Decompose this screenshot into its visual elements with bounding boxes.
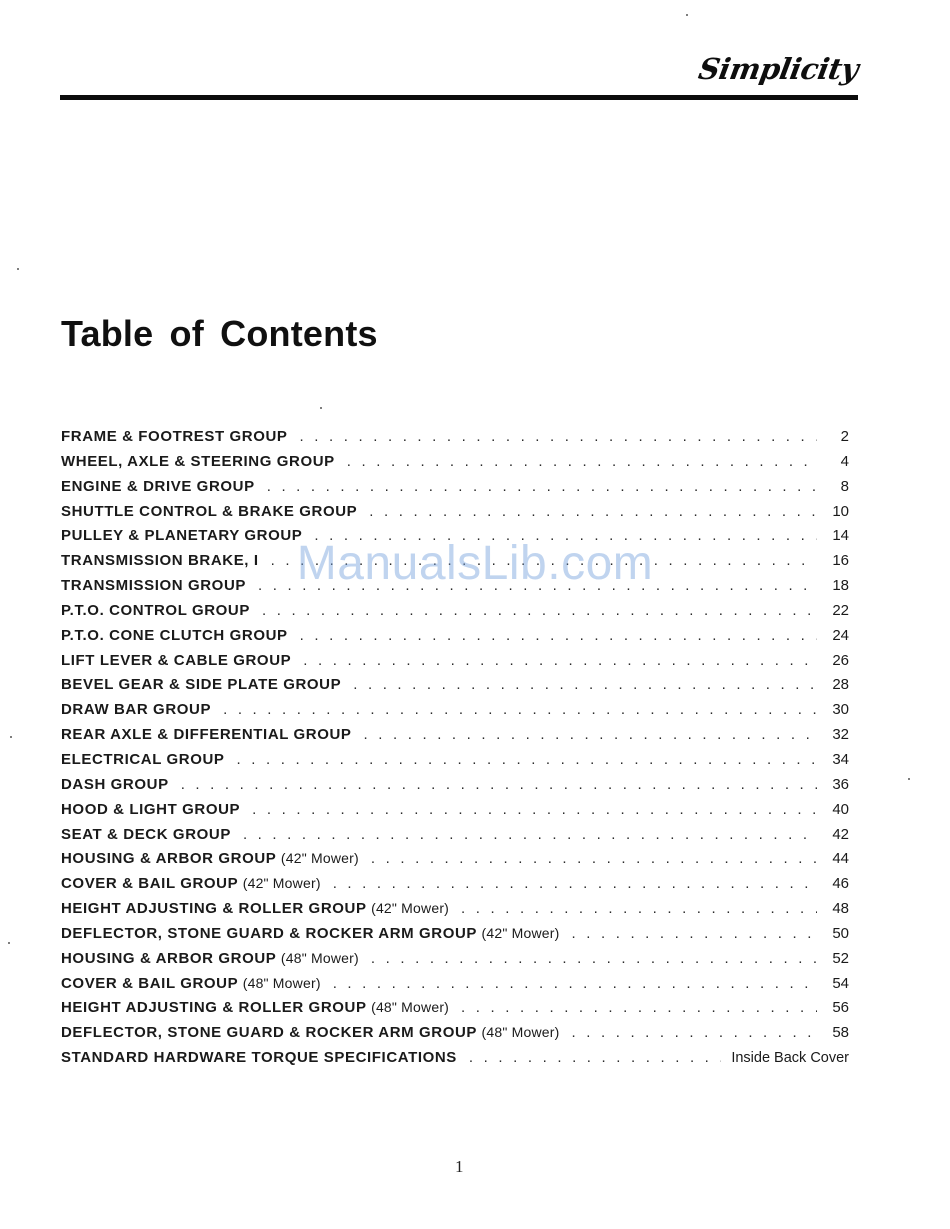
toc-entry-label: PULLEY & PLANETARY GROUP <box>61 527 303 545</box>
toc-entry-page: 4 <box>840 452 849 470</box>
dot-leader <box>333 975 817 992</box>
dot-leader <box>314 527 817 544</box>
toc-entry-label: HOUSING & ARBOR GROUP (48" Mower) <box>61 949 359 967</box>
dot-leader <box>258 577 817 594</box>
toc-entry-label: REAR AXLE & DIFFERENTIAL GROUP <box>61 726 352 744</box>
toc-entry[interactable] <box>61 826 849 851</box>
page-number: 1 <box>455 1157 464 1176</box>
toc-entry-page: 48 <box>832 900 849 918</box>
toc-entry-page: 58 <box>832 1024 849 1042</box>
toc-entry[interactable] <box>61 552 849 577</box>
toc-entry-page: 46 <box>832 875 849 893</box>
toc-entry[interactable] <box>61 776 849 801</box>
dot-leader <box>572 1024 818 1041</box>
toc-entry-label: SEAT & DECK GROUP <box>61 825 231 843</box>
dot-leader <box>300 428 817 445</box>
toc-entry[interactable] <box>61 875 849 900</box>
toc-entry[interactable] <box>61 503 849 528</box>
toc-entry-label: DASH GROUP <box>61 775 169 793</box>
toc-entry-label: COVER & BAIL GROUP (42" Mower) <box>61 875 321 893</box>
toc-entry-page: 42 <box>832 825 849 843</box>
toc-list <box>61 428 849 1074</box>
dot-leader <box>469 1049 721 1066</box>
dot-leader <box>237 751 818 768</box>
toc-entry[interactable] <box>61 999 849 1024</box>
dot-leader <box>252 801 817 818</box>
watermark: ManualsLib.com <box>296 537 654 590</box>
toc-entry-page: 44 <box>832 850 849 868</box>
toc-entry-label: DEFLECTOR, STONE GUARD & ROCKER ARM GROUP (42" Mower) <box>61 924 560 942</box>
toc-entry-page: 24 <box>832 626 849 644</box>
toc-entry-label: COVER & BAIL GROUP (48" Mower) <box>61 974 321 992</box>
dot-leader <box>461 999 817 1016</box>
toc-entry-label: STANDARD HARDWARE TORQUE SPECIFICATIONS <box>61 1049 457 1067</box>
toc-entry[interactable] <box>61 676 849 701</box>
toc-entry[interactable] <box>61 602 849 627</box>
toc-entry[interactable] <box>61 1024 849 1049</box>
toc-entry-label: BEVEL GEAR & SIDE PLATE GROUP <box>61 676 342 694</box>
scan-speck <box>908 778 910 780</box>
toc-entry-page: 22 <box>832 601 849 619</box>
toc-entry[interactable] <box>61 652 849 677</box>
toc-entry-label: HOUSING & ARBOR GROUP (42" Mower) <box>61 850 359 868</box>
toc-entry-page: 34 <box>832 750 849 768</box>
dot-leader <box>267 478 817 495</box>
dot-leader <box>181 776 817 793</box>
toc-entry[interactable] <box>61 975 849 1000</box>
toc-entry-label: HOOD & LIGHT GROUP <box>61 800 241 818</box>
toc-entry-label: DEFLECTOR, STONE GUARD & ROCKER ARM GROUP (48" Mower) <box>61 1024 560 1042</box>
dot-leader <box>333 875 817 892</box>
toc-entry-label: ELECTRICAL GROUP <box>61 750 225 768</box>
dot-leader <box>271 552 817 569</box>
toc-entry[interactable] <box>61 900 849 925</box>
toc-entry[interactable] <box>61 527 849 552</box>
toc-entry[interactable] <box>61 726 849 751</box>
page-title: Table of Contents <box>61 313 378 354</box>
toc-entry-page: 52 <box>832 949 849 967</box>
toc-entry-page: 26 <box>832 651 849 669</box>
dot-leader <box>371 950 817 967</box>
toc-entry[interactable] <box>61 627 849 652</box>
toc-entry[interactable] <box>61 478 849 503</box>
dot-leader <box>572 925 818 942</box>
dot-leader <box>353 676 817 693</box>
scan-speck <box>8 942 10 944</box>
scan-speck <box>17 268 19 270</box>
toc-entry[interactable] <box>61 925 849 950</box>
dot-leader <box>300 627 817 644</box>
toc-entry-page: 28 <box>832 676 849 694</box>
toc-entry-page: 30 <box>832 701 849 719</box>
toc-entry[interactable] <box>61 577 849 602</box>
toc-entry-page: 32 <box>832 726 849 744</box>
toc-entry-label: P.T.O. CONE CLUTCH GROUP <box>61 626 288 644</box>
scan-speck <box>686 14 688 16</box>
toc-entry[interactable] <box>61 801 849 826</box>
toc-entry-label: DRAW BAR GROUP <box>61 701 212 719</box>
toc-entry-label: WHEEL, AXLE & STEERING GROUP <box>61 452 335 470</box>
toc-entry[interactable] <box>61 428 849 453</box>
dot-leader <box>223 701 817 718</box>
dot-leader <box>369 503 817 520</box>
toc-entry-page: 16 <box>832 552 849 570</box>
dot-leader <box>461 900 817 917</box>
dot-leader <box>262 602 817 619</box>
toc-entry-page: 14 <box>832 527 849 545</box>
toc-entry-label: P.T.O. CONTROL GROUP <box>61 601 250 619</box>
dot-leader <box>371 850 817 867</box>
toc-entry-label: HEIGHT ADJUSTING & ROLLER GROUP (48" Mower) <box>61 999 450 1017</box>
toc-entry-page: Inside Back Cover <box>731 1050 849 1067</box>
toc-entry-page: 54 <box>832 974 849 992</box>
scan-speck <box>10 736 12 738</box>
toc-entry[interactable] <box>61 701 849 726</box>
toc-entry-page: 10 <box>832 502 849 520</box>
toc-entry-page: 18 <box>832 577 849 595</box>
dot-leader <box>303 652 817 669</box>
dot-leader <box>347 453 817 470</box>
toc-entry[interactable] <box>61 751 849 776</box>
brand-logo: Simplicity <box>696 52 861 86</box>
toc-entry-page: 36 <box>832 775 849 793</box>
toc-entry-label: LIFT LEVER & CABLE GROUP <box>61 651 292 669</box>
toc-entry-label: ENGINE & DRIVE GROUP <box>61 477 255 495</box>
toc-entry[interactable] <box>61 950 849 975</box>
toc-entry-label: FRAME & FOOTREST GROUP <box>61 428 288 445</box>
header-rule <box>60 95 858 100</box>
toc-entry-page: 56 <box>832 999 849 1017</box>
scan-speck <box>320 407 322 409</box>
toc-entry-label: TRANSMISSION BRAKE, I <box>61 552 259 570</box>
toc-entry[interactable] <box>61 1049 849 1074</box>
toc-entry-label: HEIGHT ADJUSTING & ROLLER GROUP (42" Mower) <box>61 900 450 918</box>
toc-entry-page: 8 <box>840 477 849 495</box>
dot-leader <box>364 726 817 743</box>
toc-entry-page: 2 <box>840 428 849 445</box>
toc-entry-page: 50 <box>832 924 849 942</box>
toc-entry[interactable] <box>61 453 849 478</box>
toc-entry-page: 40 <box>832 800 849 818</box>
dot-leader <box>243 826 817 843</box>
toc-entry[interactable] <box>61 850 849 875</box>
toc-entry-label: SHUTTLE CONTROL & BRAKE GROUP <box>61 502 358 520</box>
toc-entry-label: TRANSMISSION GROUP <box>61 577 246 595</box>
